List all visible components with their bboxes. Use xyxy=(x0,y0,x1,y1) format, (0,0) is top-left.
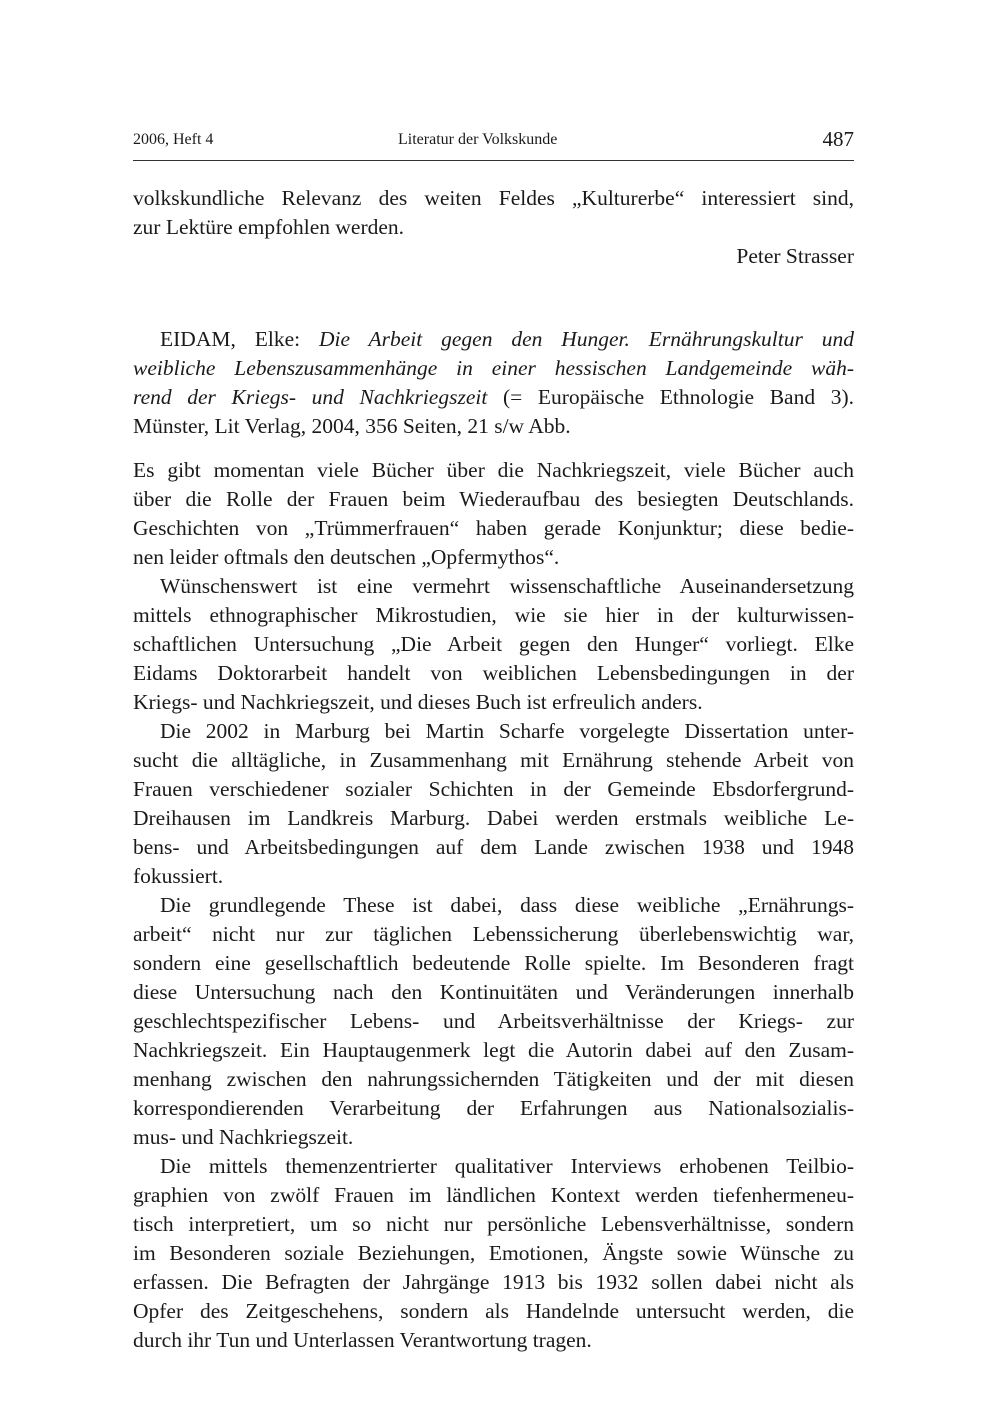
citation-line xyxy=(133,412,854,441)
text-line: Wünschenswert ist eine vermehrt wissenschaftliche Auseinandersetzung xyxy=(160,574,854,598)
text-line: geschlechtspezifischer Lebens- und Arbeitsverhältnisse der Kriegs- zur xyxy=(133,1009,854,1033)
text-line: sucht die alltägliche, in Zusammenhang mit Ernährung stehende Arbeit von xyxy=(133,748,854,772)
text-line: Dreihausen im Landkreis Marburg. Dabei werden erstmals weibliche Le- xyxy=(133,806,854,830)
paragraph xyxy=(133,891,854,1152)
text-line: graphien von zwölf Frauen im ländlichen Kontext werden tiefenhermeneu- xyxy=(133,1183,854,1207)
text-line: Opfer des Zeitgeschehens, sondern als Handelnde untersucht werden, die xyxy=(133,1299,854,1323)
paragraph xyxy=(133,717,854,891)
text-line: Die grundlegende These ist dabei, dass diese weibliche „Ernährungs- xyxy=(160,893,854,917)
text-line: über die Rolle der Frauen beim Wiederaufbau des besiegten Deutschlands. xyxy=(133,487,854,511)
text-line: bens- und Arbeitsbedingungen auf dem Lande zwischen 1938 und 1948 xyxy=(133,835,854,859)
text-line: arbeit“ nicht nur zur täglichen Lebenssicherung überlebenswichtig war, xyxy=(133,922,854,946)
paragraph xyxy=(133,572,854,717)
citation-line xyxy=(133,383,854,412)
paragraph xyxy=(133,456,854,572)
citation-line xyxy=(133,325,854,354)
page-number: 487 xyxy=(822,127,854,151)
citation-line xyxy=(133,354,854,383)
text-line: Die mittels themenzentrierter qualitativer Interviews erhobenen Teilbio- xyxy=(160,1154,854,1178)
text-line: zur Lektüre empfohlen werden. xyxy=(133,215,405,239)
citation-text: Münster, Lit Verlag, 2004, 356 Seiten, 21 s/w Abb. xyxy=(133,414,571,438)
text-line: Eidams Doktorarbeit handelt von weiblichen Lebensbedingungen in der xyxy=(133,661,854,685)
text-line: Geschichten von „Trümmerfrauen“ haben gerade Konjunktur; diese bedie- xyxy=(133,516,854,540)
paragraph xyxy=(133,1152,854,1355)
text-line: im Besonderen soziale Beziehungen, Emotionen, Ängste sowie Wünsche zu xyxy=(133,1241,854,1265)
text-line: schaftlichen Untersuchung „Die Arbeit gegen den Hunger“ vorliegt. Elke xyxy=(133,632,854,656)
text-line: volkskundliche Relevanz des weiten Feldes „Kulturerbe“ interessiert sind, xyxy=(133,186,854,210)
text-line: Frauen verschiedener sozialer Schichten in der Gemeinde Ebsdorfergrund- xyxy=(133,777,854,801)
text-line: Es gibt momentan viele Bücher über die Nachkriegszeit, viele Bücher auch xyxy=(133,458,854,482)
citation-text: (= Europäische Ethnologie Band 3). xyxy=(487,385,854,409)
book-title-text: weibliche Lebenszusammenhänge in einer hessischen Landgemeinde wäh- xyxy=(133,356,854,380)
text-line: tisch interpretiert, um so nicht nur persönliche Lebensverhältnisse, sondern xyxy=(133,1212,854,1236)
text-line: erfassen. Die Befragten der Jahrgänge 1913 bis 1932 sollen dabei nicht als xyxy=(133,1270,854,1294)
book-citation xyxy=(133,325,854,441)
citation-text: EIDAM, Elke: xyxy=(160,327,319,351)
text-line: mus- und Nachkriegszeit. xyxy=(133,1125,354,1149)
text-line: diese Untersuchung nach den Kontinuitäten und Veränderungen innerhalb xyxy=(133,980,854,1004)
header-rule xyxy=(133,160,854,161)
review-body xyxy=(133,456,854,1355)
book-title-text: rend der Kriegs- und Nachkriegszeit xyxy=(133,385,488,409)
running-header-issue: 2006, Heft 4 xyxy=(133,131,214,148)
book-title-text: Die Arbeit gegen den Hunger. Ernährungskultur und xyxy=(318,327,854,351)
text-line: durch ihr Tun und Unterlassen Verantwortung tragen. xyxy=(133,1328,592,1352)
text-line: korrespondierenden Verarbeitung der Erfahrungen aus Nationalsozialis- xyxy=(133,1096,854,1120)
text-line: menhang zwischen den nahrungssichernden Tätigkeiten und der mit diesen xyxy=(133,1067,854,1091)
text-line: Kriegs- und Nachkriegszeit, und dieses Buch ist erfreulich anders. xyxy=(133,690,703,714)
text-line: fokussiert. xyxy=(133,864,224,888)
text-line: mittels ethnographischer Mikrostudien, wie sie hier in der kulturwissen- xyxy=(133,603,854,627)
text-line: Die 2002 in Marburg bei Martin Scharfe vorgelegte Dissertation unter- xyxy=(160,719,854,743)
reviewer-name: Peter Strasser xyxy=(736,244,854,268)
text-line: nen leider oftmals den deutschen „Opfermythos“. xyxy=(133,545,560,569)
running-header-title: Literatur der Volkskunde xyxy=(398,131,558,148)
previous-review-ending xyxy=(133,184,854,271)
text-line: Nachkriegszeit. Ein Hauptaugenmerk legt die Autorin dabei auf den Zusam- xyxy=(133,1038,854,1062)
text-line: sondern eine gesellschaftlich bedeutende Rolle spielte. Im Besonderen fragt xyxy=(133,951,854,975)
